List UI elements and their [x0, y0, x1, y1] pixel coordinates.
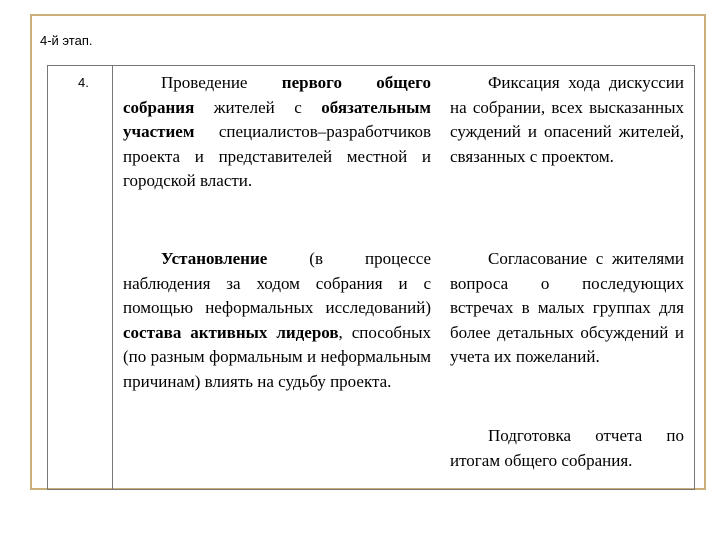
row-number: 4.: [78, 75, 89, 90]
frame-top-border: [30, 14, 706, 16]
meeting-text-2: жителей с: [194, 97, 322, 117]
frame-right-border: [704, 14, 706, 490]
leaders-bold-1: Установление: [161, 249, 268, 268]
leaders-bold-2: состава активных лидеров: [123, 322, 339, 342]
meeting-text-3: специалистов–разработчиков проекта и представителей местной и городской власти.: [123, 122, 431, 190]
meeting-text-1: Проведение: [161, 73, 282, 92]
frame-left-border: [30, 14, 32, 490]
meeting-bold-1: первого общего собрания: [123, 73, 431, 117]
stage-title: 4-й этап.: [40, 33, 93, 48]
left-cell-meeting: [123, 71, 431, 194]
right-cell-agreement: Согласование с жителями вопроса о последующих встречах в малых группах для более детальных обсуждений и учета их пожеланий.: [450, 249, 684, 366]
left-cell-leaders: [123, 247, 431, 394]
right-cell-fixation: Фиксация хода дискуссии на собрании, всех высказанных суждений и опасений жителей, связанных с проектом.: [450, 73, 684, 166]
right-cell-report: Подготовка отчета по итогам общего собрания.: [450, 426, 684, 470]
meeting-bold-2: обязательным участием: [123, 97, 431, 141]
leaders-text-1: (в процессе наблюдения за ходом собрания и с помощью неформальных исследований): [123, 249, 431, 317]
table-column-divider: [112, 65, 113, 490]
leaders-text-2: , способных (по разным формальным и неформальным причинам) влиять на судьбу проекта.: [123, 322, 431, 391]
